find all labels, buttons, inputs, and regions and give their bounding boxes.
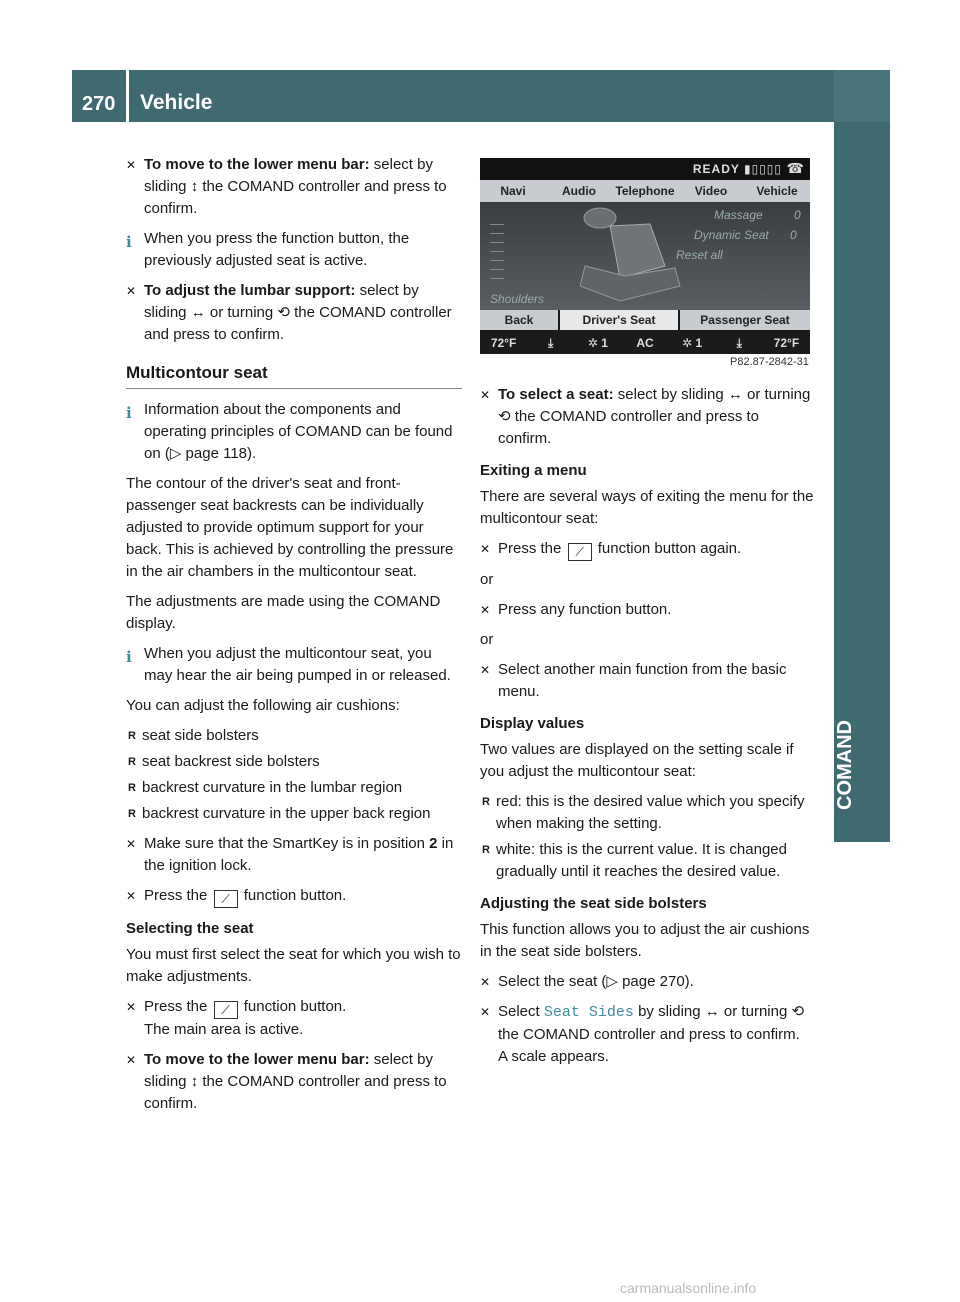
watermark: carmanualsonline.info (620, 1280, 757, 1296)
page-title: Vehicle (140, 91, 213, 114)
seat-function-icon: ⟋ (568, 543, 592, 561)
airflow-icon: ⤓ (548, 336, 554, 350)
menu-reset-all: Reset all (676, 248, 723, 262)
header-divider (126, 70, 129, 122)
step-smartkey: ✕ Make sure that the SmartKey is in position 2 in the ignition lock. (126, 833, 462, 877)
list-item: R backrest curvature in the upper back region (126, 803, 462, 825)
menu-massage: Massage (714, 208, 763, 222)
step-select-seat-ref: ✕ Select the seat (▷ page 270). (480, 971, 816, 993)
paragraph: The adjustments are made using the COMAND display. (126, 593, 441, 632)
tab-audio: Audio (562, 184, 596, 198)
paragraph: There are several ways of exiting the menu for the multicontour seat: (480, 488, 814, 527)
section-title: Multicontour seat (126, 362, 462, 389)
info-note: i When you press the function button, the previously adjusted seat is active. (126, 230, 410, 269)
side-tab-top (834, 70, 890, 122)
side-tab-label: COMAND (834, 720, 856, 810)
step-press-function: ✕ Press the ⟋ function button. The main area is active. (126, 996, 462, 1041)
drivers-seat-button: Driver's Seat (560, 310, 678, 330)
menu-massage-value: 0 (794, 208, 801, 222)
paragraph: You must first select the seat for which you wish to make adjustments. (126, 946, 461, 985)
seat-graphic-icon (580, 206, 690, 306)
step-another-function: ✕ Select another main function from the basic menu. (480, 659, 816, 703)
page-number: 270 (82, 93, 116, 115)
subheading: Selecting the seat (126, 920, 254, 937)
climate-temp-right: 72°F (773, 336, 800, 350)
tab-vehicle: Vehicle (756, 184, 798, 198)
info-note: i Information about the components and operating principles of COMAND can be found on (▷ page 118). (126, 401, 453, 462)
seat-main-area (480, 202, 810, 310)
paragraph: You can adjust the following air cushions: (126, 697, 400, 714)
list-item: R white: this is the current value. It is changed gradually until it reaches the desired value. (480, 839, 816, 883)
subheading: Adjusting the seat side bolsters (480, 895, 707, 912)
subheading: Display values (480, 715, 585, 732)
main-tabs (480, 180, 810, 202)
step-any-function: ✕ Press any function button. (480, 599, 816, 621)
passenger-seat-button: Passenger Seat (680, 310, 810, 330)
climate-ac: AC (636, 336, 654, 350)
tab-telephone: Telephone (615, 184, 675, 198)
step-select-seat: ✕ To select a seat: select by sliding ↔ or turning ⟲ the COMAND controller and press to confirm. (480, 384, 816, 450)
step-move-lower-bar: ✕ To move to the lower menu bar: select by sliding ↕ the COMAND controller and press to confirm. (126, 1049, 462, 1115)
airflow-icon: ⤓ (736, 336, 742, 350)
list-item: R backrest curvature in the lumbar region (126, 777, 462, 799)
left-column (126, 154, 462, 1123)
climate-temp-left: 72°F (490, 336, 517, 350)
tab-navi: Navi (500, 184, 526, 198)
image-code: P82.87-2842-31 (730, 356, 809, 368)
step-move-lower-bar: ✕ To move to the lower menu bar: select by sliding ↕ the COMAND controller and press to confirm. (126, 154, 462, 220)
or-text: or (480, 631, 494, 648)
info-note: i When you adjust the multicontour seat, you may hear the air being pumped in or released. (126, 645, 451, 684)
list-item: R seat side bolsters (126, 725, 462, 747)
comand-screen-image (480, 158, 810, 354)
seat-function-icon: ⟋ (214, 1001, 238, 1019)
menu-dynamic-value: 0 (790, 228, 797, 242)
info-icon: i (126, 404, 132, 422)
info-icon: i (126, 233, 132, 251)
step-select-seat-sides: ✕ Select Seat Sides by sliding ↔ or turning ⟲ the COMAND controller and press to confirm. A scale appears. (480, 1001, 816, 1068)
or-text: or (480, 571, 494, 588)
step-press-function: ✕ Press the ⟋ function button. (126, 885, 462, 908)
fan-left: ✲ 1 (587, 336, 608, 350)
seat-function-icon: ⟋ (214, 890, 238, 908)
step-lumbar: ✕ To adjust the lumbar support: select by sliding ↔ or turning ⟲ the COMAND controller and press to confirm. (126, 280, 462, 346)
list-item: R red: this is the desired value which you specify when making the setting. (480, 791, 816, 835)
list-item: R seat backrest side bolsters (126, 751, 462, 773)
climate-bar (480, 332, 810, 354)
phone-icon: ☎ (786, 160, 804, 176)
fan-right: ✲ 1 (682, 336, 703, 350)
paragraph: The contour of the driver's seat and front-passenger seat backrests can be individually adjusted to provide optimum support for your back. This is achieved by controlling the pressure in the air chambers in the multicontour seat. (126, 475, 454, 580)
paragraph: This function allows you to adjust the air cushions in the seat side bolsters. (480, 921, 810, 960)
subheading: Exiting a menu (480, 462, 587, 479)
step-press-again: ✕ Press the ⟋ function button again. (480, 538, 816, 561)
setting-scale (490, 224, 504, 287)
back-button: Back (480, 310, 558, 330)
menu-dynamic-seat: Dynamic Seat (694, 228, 769, 242)
tab-video: Video (694, 184, 728, 198)
menu-shoulders: Shoulders (490, 292, 545, 306)
info-icon: i (126, 648, 132, 666)
status-bar: READY ▮▯▯▯▯ ☎ (480, 158, 810, 180)
paragraph: Two values are displayed on the setting scale if you adjust the multicontour seat: (480, 741, 794, 780)
right-column (480, 384, 816, 1076)
